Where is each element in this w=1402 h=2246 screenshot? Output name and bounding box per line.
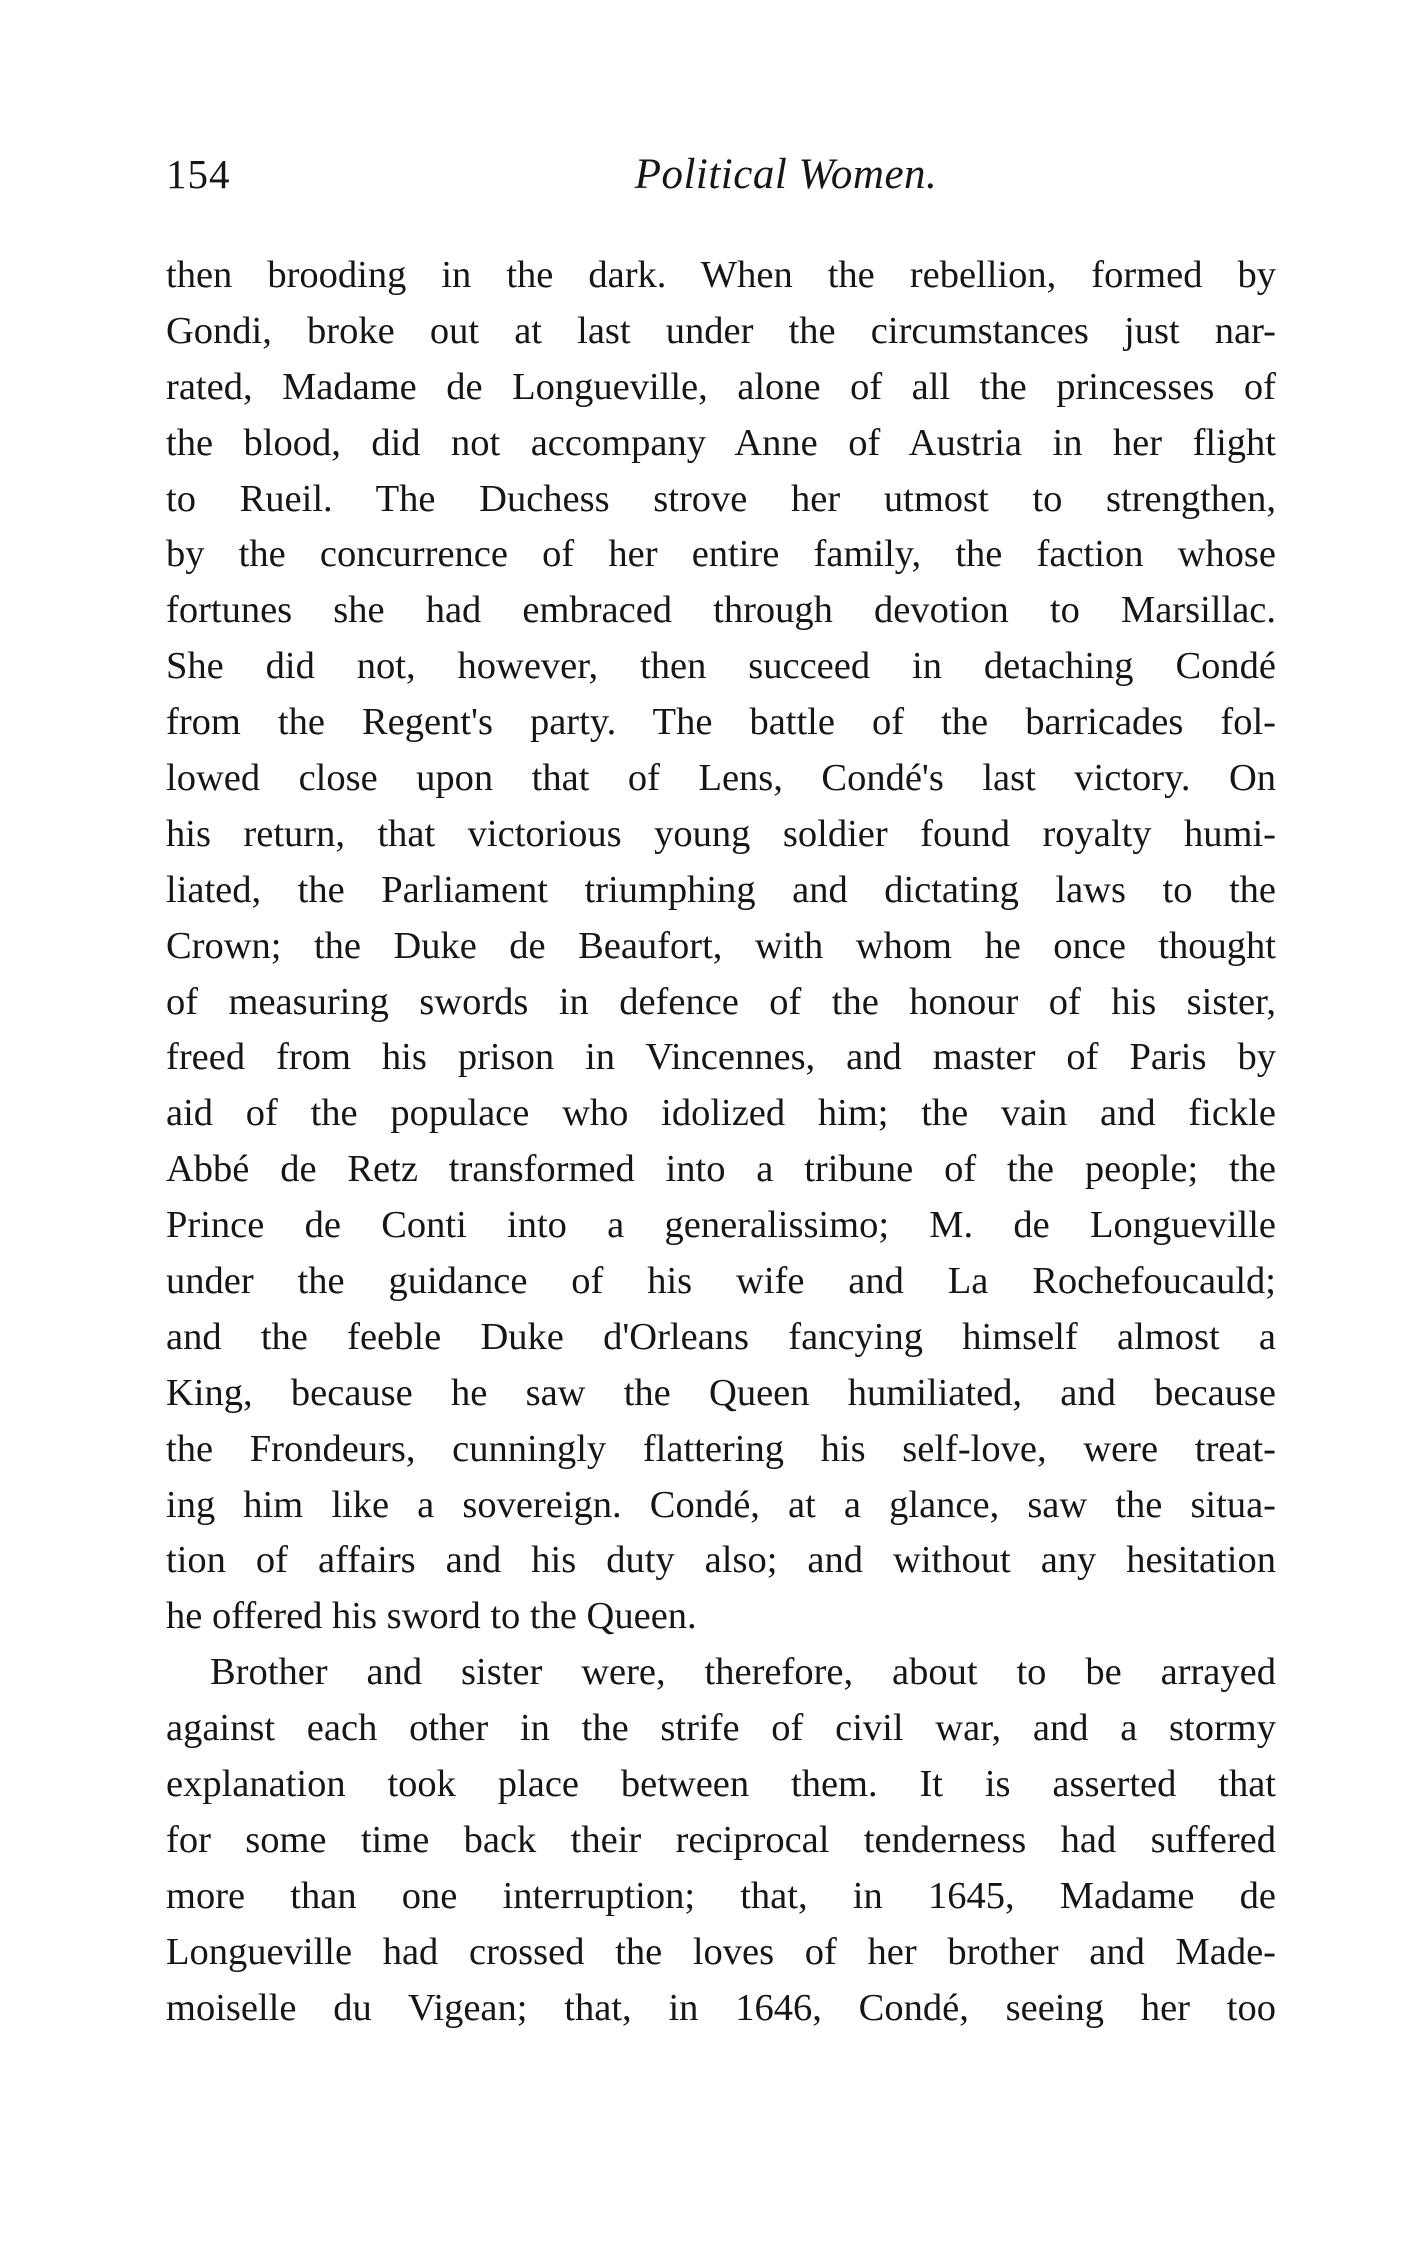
- text-line: tion of affairs and his duty also; and without any hesitation: [166, 1539, 1276, 1582]
- text-line: more than one interruption; that, in 1645, Madame de: [166, 1874, 1276, 1917]
- text-line: for some time back their reciprocal tenderness had suffered: [166, 1818, 1276, 1861]
- text-line: Longueville had crossed the loves of her brother and Made-: [166, 1930, 1276, 1973]
- text-line: against each other in the strife of civil war, and a stormy: [166, 1707, 1276, 1750]
- text-line: his return, that victorious young soldier found royalty humi-: [166, 812, 1276, 855]
- text-line: fortunes she had embraced through devotion to Marsillac.: [166, 589, 1276, 632]
- text-line: moiselle du Vigean; that, in 1646, Condé, seeing her too: [166, 1986, 1276, 2029]
- text-line: Abbé de Retz transformed into a tribune of the people; the: [166, 1148, 1276, 1191]
- text-line: and the feeble Duke d'Orleans fancying himself almost a: [166, 1315, 1276, 1358]
- text-line: Brother and sister were, therefore, about to be arrayed: [210, 1651, 1276, 1694]
- text-line: then brooding in the dark. When the rebellion, formed by: [166, 254, 1276, 296]
- text-line: under the guidance of his wife and La Rochefoucauld;: [166, 1260, 1276, 1303]
- paragraph: [166, 1645, 1276, 2036]
- text-line: the Frondeurs, cunningly flattering his self-love, were treat-: [166, 1427, 1276, 1470]
- body-text: [166, 248, 1276, 2037]
- text-line: Gondi, broke out at last under the circumstances just nar-: [166, 309, 1276, 352]
- text-line: from the Regent's party. The battle of the barricades fol-: [166, 701, 1276, 744]
- text-line: rated, Madame de Longueville, alone of all the princesses of: [166, 365, 1276, 408]
- text-line: lowed close upon that of Lens, Condé's last victory. On: [166, 757, 1276, 800]
- page-header: [166, 150, 1276, 210]
- page-number: 154: [166, 151, 231, 197]
- text-line: King, because he saw the Queen humiliated, and because: [166, 1371, 1276, 1414]
- text-line: aid of the populace who idolized him; the vain and fickle: [166, 1092, 1276, 1135]
- text-line: freed from his prison in Vincennes, and master of Paris by: [166, 1036, 1276, 1079]
- text-line: he offered his sword to the Queen.: [166, 1595, 697, 1638]
- text-line: the blood, did not accompany Anne of Austria in her flight: [166, 421, 1276, 464]
- text-line: Prince de Conti into a generalissimo; M. de Longueville: [166, 1204, 1276, 1247]
- text-line: of measuring swords in defence of the honour of his sister,: [166, 980, 1276, 1023]
- text-line: Crown; the Duke de Beaufort, with whom he once thought: [166, 924, 1276, 967]
- text-line: to Rueil. The Duchess strove her utmost to strengthen,: [166, 477, 1276, 520]
- text-line: liated, the Parliament triumphing and dictating laws to the: [166, 868, 1276, 911]
- text-line: by the concurrence of her entire family, the faction whose: [166, 533, 1276, 576]
- text-line: She did not, however, then succeed in detaching Condé: [166, 645, 1276, 688]
- running-title: Political Women.: [634, 151, 938, 198]
- text-line: explanation took place between them. It is asserted that: [166, 1763, 1276, 1806]
- paragraph: [166, 248, 1276, 1645]
- paragraphs: [166, 248, 1276, 2037]
- text-line: ing him like a sovereign. Condé, at a glance, saw the situa-: [166, 1483, 1276, 1526]
